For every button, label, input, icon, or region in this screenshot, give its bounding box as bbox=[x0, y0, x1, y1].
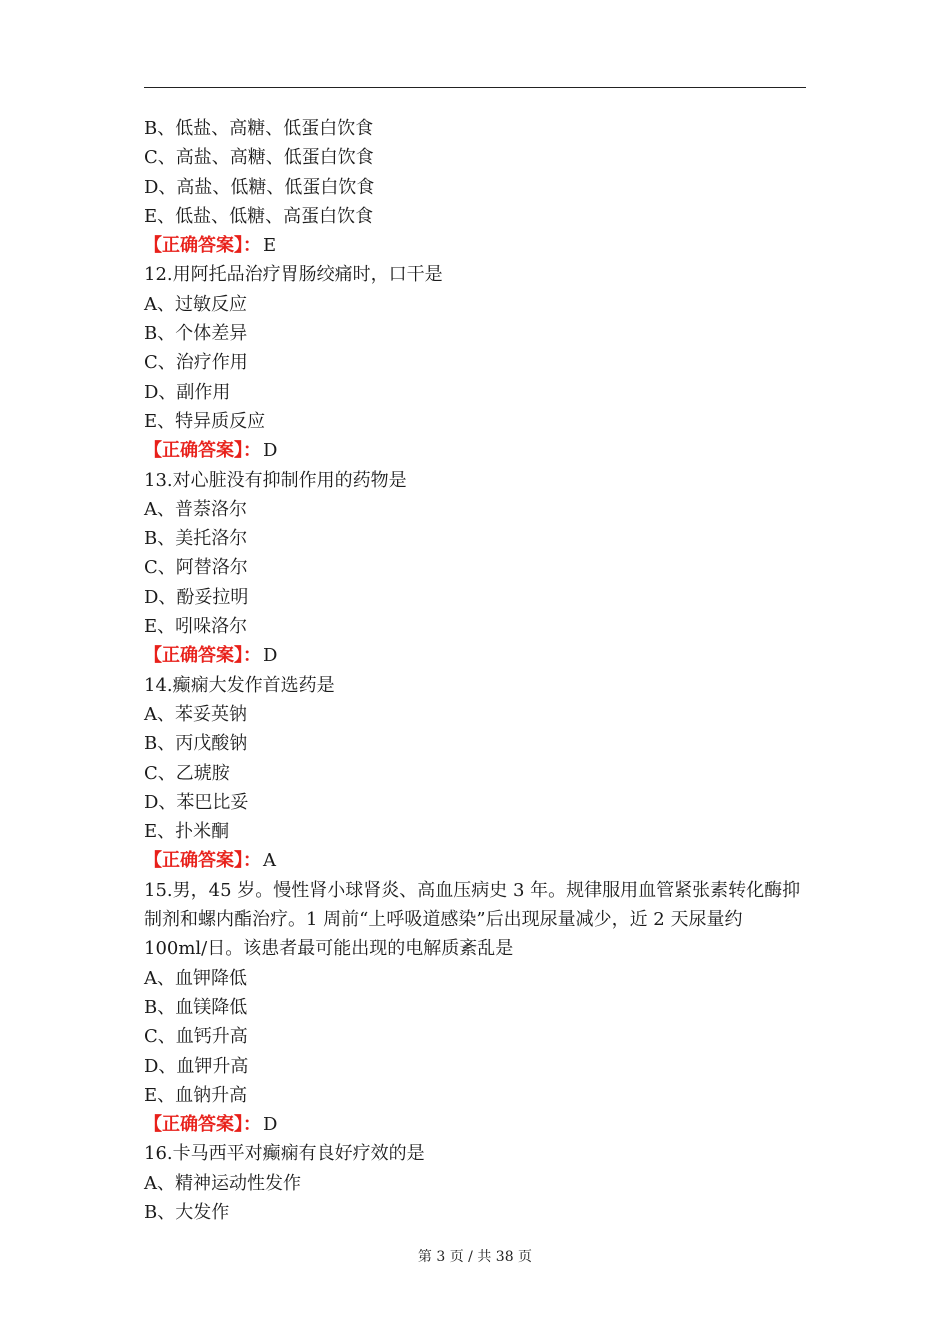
option-line: C、高盐、高糖、低蛋白饮食 bbox=[144, 147, 374, 169]
option-line: A、过敏反应 bbox=[144, 293, 247, 315]
answer-line bbox=[144, 436, 806, 465]
option-line: D、苯巴比妥 bbox=[144, 791, 249, 813]
option-line: D、高盐、低糖、低蛋白饮食 bbox=[144, 176, 375, 198]
answer-value: D bbox=[263, 645, 278, 667]
option-line: C、乙琥胺 bbox=[144, 762, 230, 784]
answer-line bbox=[144, 641, 806, 670]
header-rule bbox=[144, 87, 806, 88]
question-stem: 14.癫痫大发作首选药是 bbox=[144, 674, 335, 696]
question-stem: 13.对心脏没有抑制作用的药物是 bbox=[144, 469, 407, 491]
option-line: E、血钠升高 bbox=[144, 1084, 248, 1106]
option-line: B、丙戊酸钠 bbox=[144, 733, 248, 755]
answer-label: 【正确答案】： bbox=[144, 235, 261, 257]
option-line: E、扑米酮 bbox=[144, 821, 230, 843]
answer-label: 【正确答案】： bbox=[144, 1114, 261, 1136]
option-line: E、吲哚洛尔 bbox=[144, 616, 248, 638]
page-footer: 第 3 页 / 共 38 页 bbox=[417, 1249, 533, 1265]
option-line: A、苯妥英钠 bbox=[144, 703, 247, 725]
answer-label: 【正确答案】： bbox=[144, 850, 261, 872]
answer-label: 【正确答案】： bbox=[144, 440, 261, 462]
answer-label: 【正确答案】： bbox=[144, 645, 261, 667]
answer-value: D bbox=[263, 1114, 278, 1136]
option-line: D、酚妥拉明 bbox=[144, 586, 249, 608]
option-line: C、治疗作用 bbox=[144, 352, 248, 374]
option-line: A、普萘洛尔 bbox=[144, 498, 247, 520]
option-line: B、低盐、高糖、低蛋白饮食 bbox=[144, 118, 374, 139]
answer-line bbox=[144, 231, 806, 260]
option-line: D、血钾升高 bbox=[144, 1055, 249, 1077]
answer-value: E bbox=[263, 235, 277, 257]
document-body bbox=[144, 114, 806, 1227]
option-line: B、个体差异 bbox=[144, 323, 248, 345]
option-line: E、低盐、低糖、高蛋白饮食 bbox=[144, 205, 374, 227]
option-line: A、血钾降低 bbox=[144, 967, 247, 989]
option-line: A、精神运动性发作 bbox=[144, 1172, 301, 1194]
question-stem: 15.男，45 岁。慢性肾小球肾炎、高血压病史 3 年。规律服用血管紧张素转化酶抑制剂和螺内酯治疗。1 周前“上呼吸道感染”后出现尿量减少，近 2 天尿量约 100ml/日。该患者最可能出现的电解质紊乱是 bbox=[144, 879, 801, 960]
question-stem: 16.卡马西平对癫痫有良好疗效的是 bbox=[144, 1143, 425, 1165]
answer-value: A bbox=[263, 850, 276, 872]
answer-line bbox=[144, 846, 806, 875]
option-line: B、血镁降低 bbox=[144, 996, 248, 1018]
option-line: E、特异质反应 bbox=[144, 410, 266, 432]
option-line: C、阿替洛尔 bbox=[144, 557, 248, 579]
option-line: D、副作用 bbox=[144, 381, 231, 403]
question-stem: 12.用阿托品治疗胃肠绞痛时，口干是 bbox=[144, 264, 443, 286]
option-line: C、血钙升高 bbox=[144, 1026, 248, 1048]
answer-value: D bbox=[263, 440, 278, 462]
option-line: B、美托洛尔 bbox=[144, 528, 248, 550]
option-line: B、大发作 bbox=[144, 1201, 230, 1223]
answer-line bbox=[144, 1110, 806, 1139]
